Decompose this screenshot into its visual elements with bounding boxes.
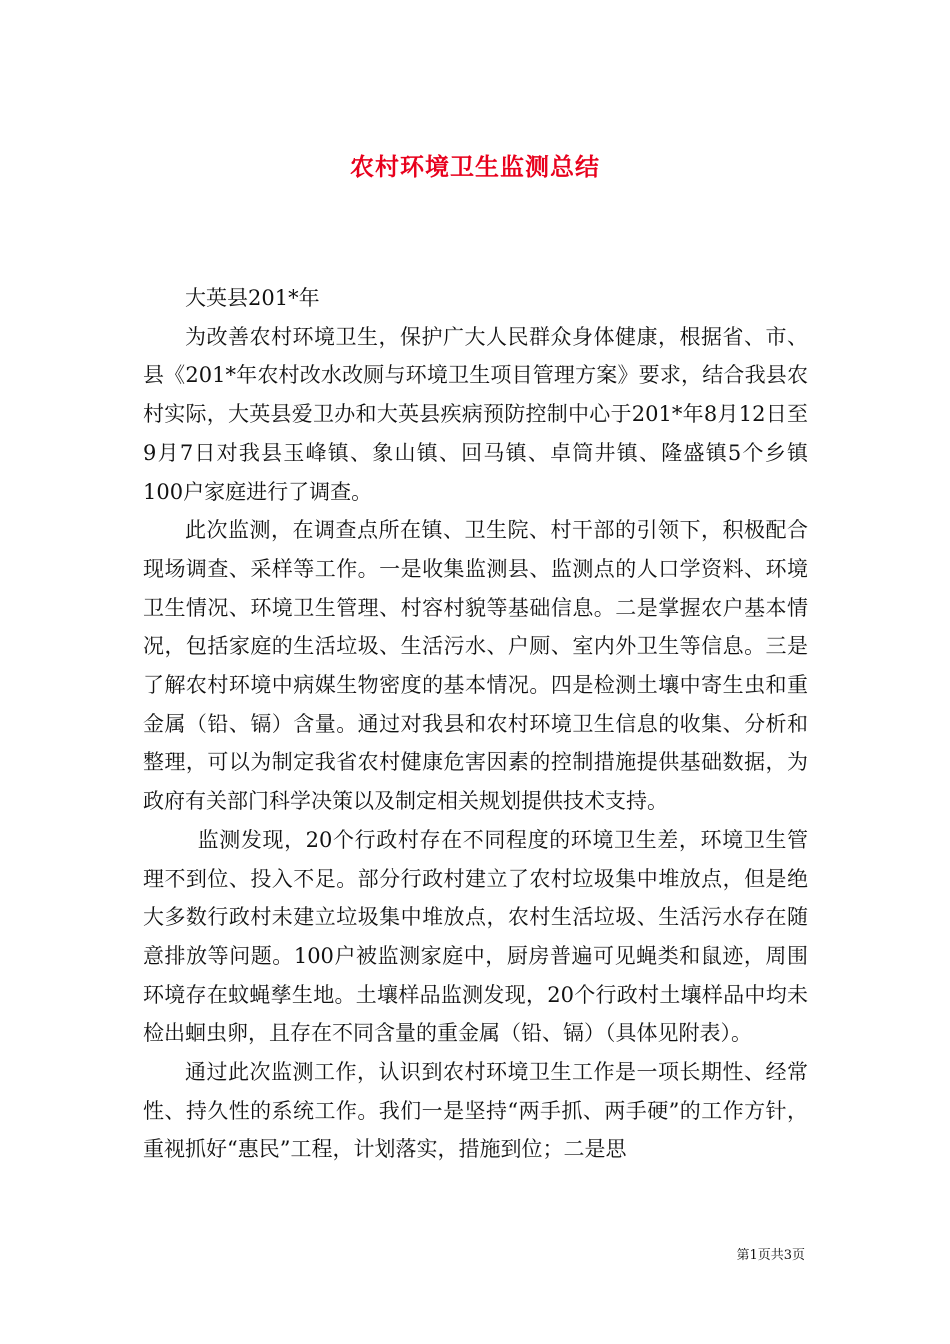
document-title: 农村环境卫生监测总结 [350, 152, 600, 182]
paragraph-background: 为改善农村环境卫生，保护广大人民群众身体健康，根据省、市、县《201*年农村改水改厕与环境卫生项目管理方案》要求，结合我县农村实际，大英县爱卫办和大英县疾病预防控制中心于201*年8月12日至9月7日对我县玉峰镇、象山镇、回马镇、卓筒井镇、隆盛镇5个乡镇100户家庭进行了调查。 [143, 324, 808, 504]
paragraph-location-year: 大英县201*年 [185, 286, 320, 310]
paragraph-conclusion: 通过此次监测工作，认识到农村环境卫生工作是一项长期性、经常性、持久性的系统工作。我们一是坚持“两手抓、两手硬”的工作方针，重视抓好“惠民”工程，计划落实，措施到位；二是思 [143, 1060, 808, 1162]
document-body [143, 279, 808, 1169]
paragraph-findings: 监测发现，20个行政村存在不同程度的环境卫生差，环境卫生管理不到位、投入不足。部分行政村建立了农村垃圾集中堆放点，但是绝大多数行政村未建立垃圾集中堆放点，农村生活垃圾、生活污水存在随意排放等问题。100户被监测家庭中，厨房普遍可见蝇类和鼠迹，周围环境存在蚊蝇孳生地。土壤样品监测发现，20个行政村土壤样品中均未检出蛔虫卵，且存在不同含量的重金属（铅、镉）（具体见附表）。 [143, 827, 808, 1046]
page-number: 第1页共3页 [736, 1248, 805, 1263]
paragraph-monitoring-work: 此次监测，在调查点所在镇、卫生院、村干部的引领下，积极配合现场调查、采样等工作。一是收集监测县、监测点的人口学资料、环境卫生情况、环境卫生管理、村容村貌等基础信息。二是掌握农户基本情况，包括家庭的生活垃圾、生活污水、户厕、室内外卫生等信息。三是了解农村环境中病媒生物密度的基本情况。四是检测土壤中寄生虫和重金属（铅、镉）含量。通过对我县和农村环境卫生信息的收集、分析和整理，可以为制定我省农村健康危害因素的控制措施提供基础数据，为政府有关部门科学决策以及制定相关规划提供技术支持。 [143, 518, 808, 814]
